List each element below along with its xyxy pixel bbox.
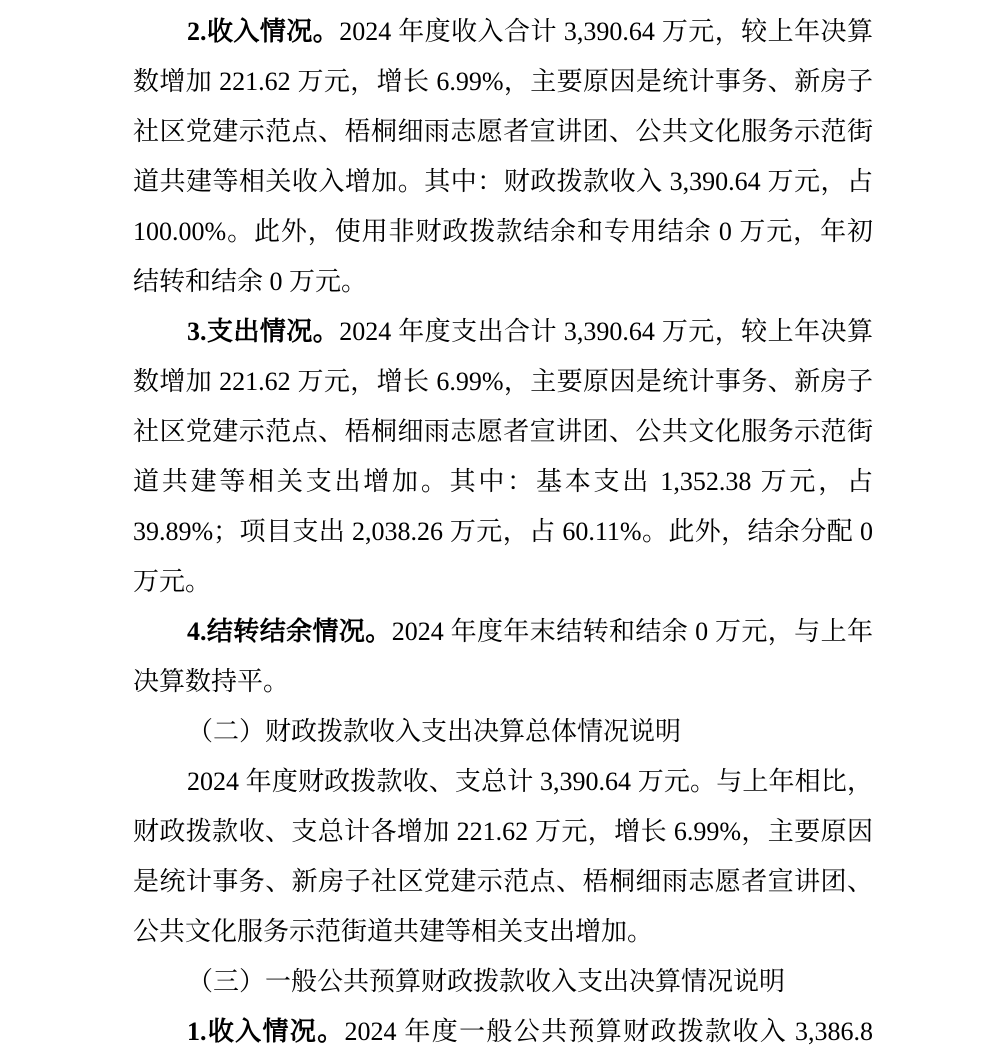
paragraph-carryover-situation (133, 607, 873, 707)
text-line: 财政拨款收、支总计各增加 221.62 万元，增长 6.99%，主要原因 (133, 817, 873, 846)
paragraph-text: 2024 年度年末结转和结余 0 万元，与上年 (391, 617, 873, 646)
document-body (133, 7, 873, 1057)
text-line: 2024 年度财政拨款收、支总计 3,390.64 万元。与上年相比， (187, 767, 873, 796)
paragraph-text: 2024 年度一般公共预算财政拨款收入 3,386.8 (344, 1017, 873, 1046)
text-line: 决算数持平。 (133, 667, 290, 696)
text-line: 道共建等相关收入增加。其中：财政拨款收入 3,390.64 万元，占 (133, 167, 873, 196)
section-heading-fiscal-appropriation: （二）财政拨款收入支出决算总体情况说明 (187, 717, 682, 746)
paragraph-general-budget-income (133, 1007, 873, 1057)
paragraph-lead-carryover: 4.结转结余情况。 (187, 617, 392, 646)
paragraph-fiscal-appropriation-total (133, 757, 873, 957)
paragraph-text: 2024 年度收入合计 3,390.64 万元，较上年决算 (339, 17, 873, 46)
text-line: 万元。 (133, 567, 212, 596)
text-line: 数增加 221.62 万元，增长 6.99%，主要原因是统计事务、新房子 (133, 67, 873, 96)
text-line (133, 7, 873, 57)
text-line: 社区党建示范点、梧桐细雨志愿者宣讲团、公共文化服务示范街 (133, 417, 873, 446)
text-line: 39.89%；项目支出 2,038.26 万元，占 60.11%。此外，结余分配 0 (133, 517, 873, 546)
text-line: 是统计事务、新房子社区党建示范点、梧桐细雨志愿者宣讲团、 (133, 867, 873, 896)
paragraph-lead-income: 2.收入情况。 (187, 17, 340, 46)
text-line: 道共建等相关支出增加。其中：基本支出 1,352.38 万元，占 (133, 467, 873, 496)
paragraph-lead-general-income: 1.收入情况。 (187, 1017, 345, 1046)
paragraph-text: 2024 年度支出合计 3,390.64 万元，较上年决算 (339, 317, 873, 346)
text-line (133, 1007, 873, 1057)
paragraph-lead-expenditure: 3.支出情况。 (187, 317, 340, 346)
section-heading-general-public-budget: （三）一般公共预算财政拨款收入支出决算情况说明 (187, 967, 786, 996)
text-line (133, 607, 873, 657)
text-line (133, 307, 873, 357)
text-line: 结转和结余 0 万元。 (133, 267, 368, 296)
paragraph-expenditure-situation (133, 307, 873, 607)
text-line: 社区党建示范点、梧桐细雨志愿者宣讲团、公共文化服务示范街 (133, 117, 873, 146)
paragraph-income-situation (133, 7, 873, 307)
text-line: 100.00%。此外，使用非财政拨款结余和专用结余 0 万元，年初 (133, 217, 873, 246)
text-line: 数增加 221.62 万元，增长 6.99%，主要原因是统计事务、新房子 (133, 367, 873, 396)
text-line: 公共文化服务示范街道共建等相关支出增加。 (133, 917, 654, 946)
